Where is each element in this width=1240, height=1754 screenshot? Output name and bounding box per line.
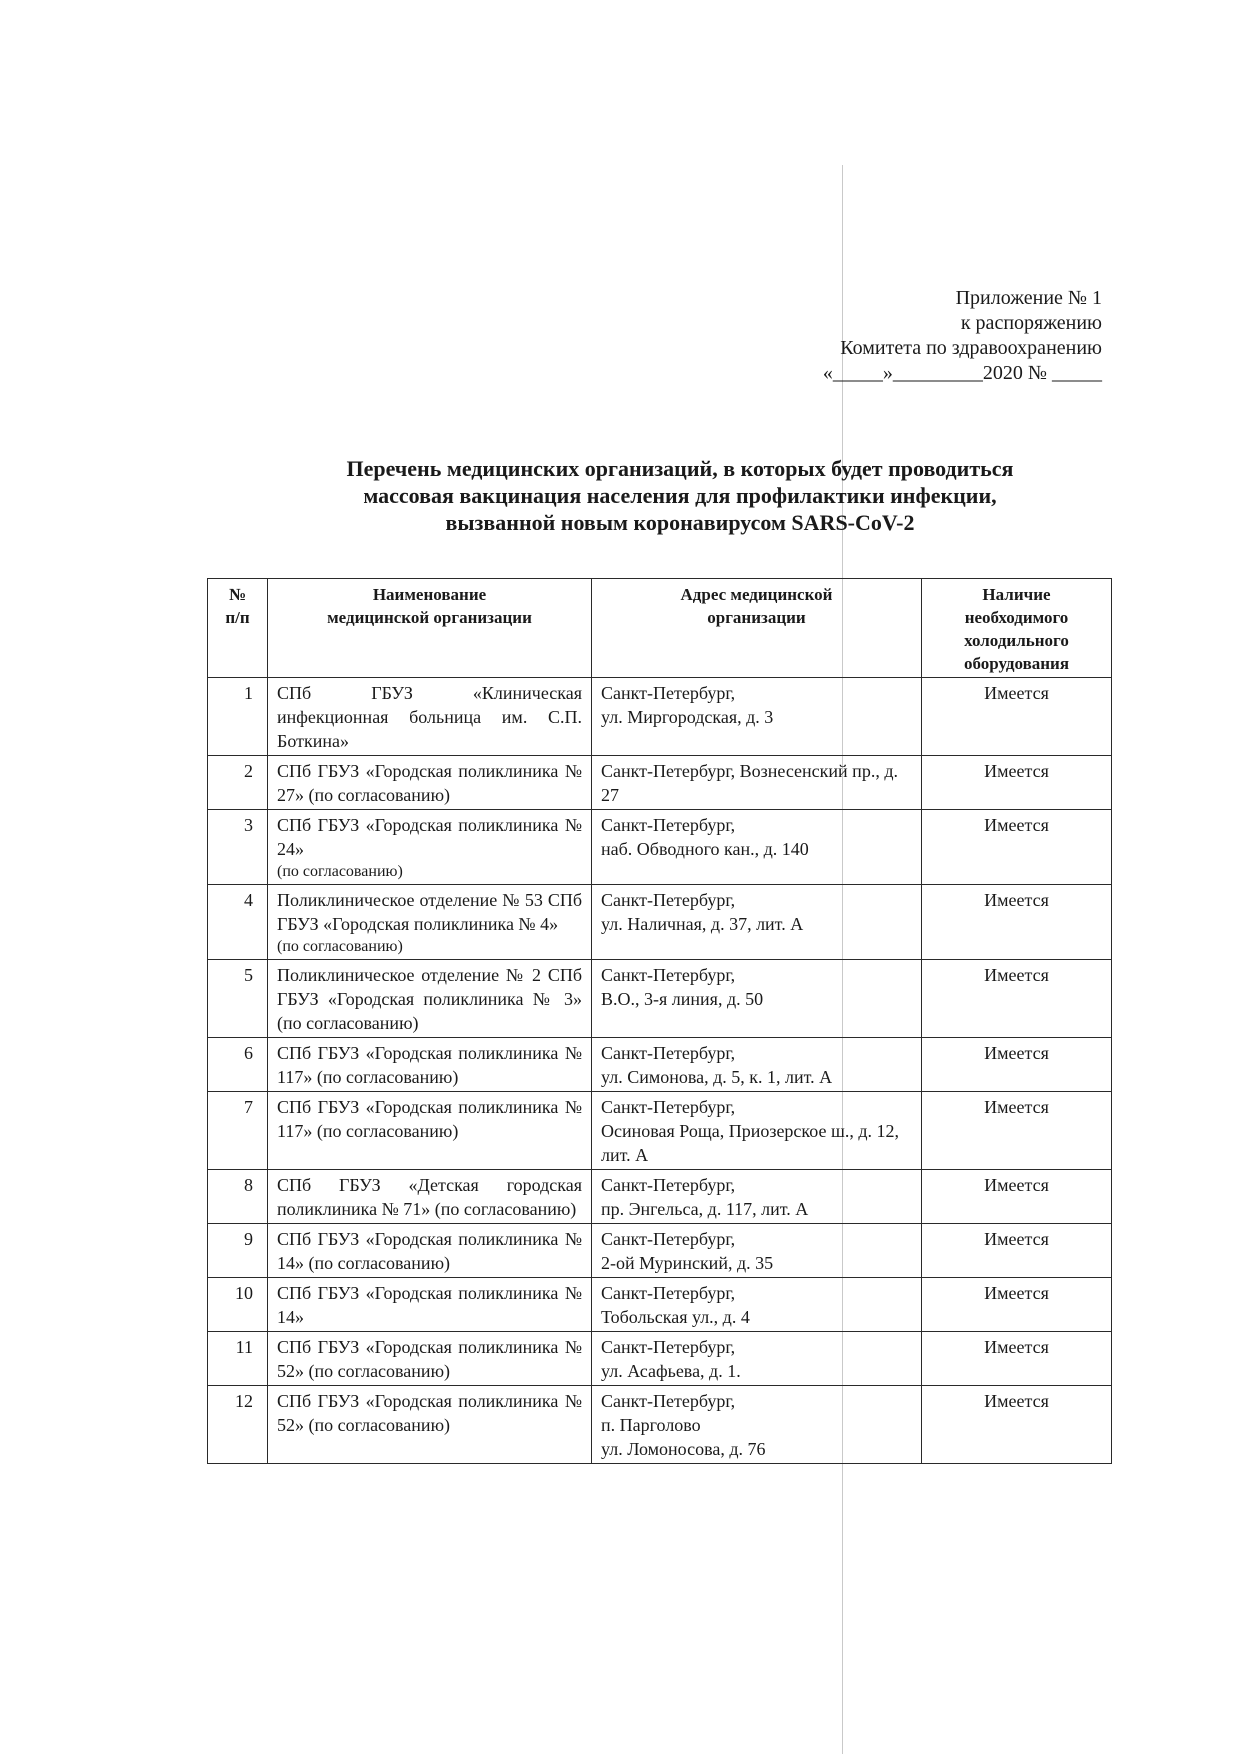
row-number: 8 — [208, 1170, 268, 1224]
address-line: Санкт-Петербург, — [601, 1175, 736, 1195]
organizations-table — [207, 578, 1112, 1464]
address-line: Санкт-Петербург, — [601, 1097, 736, 1117]
organization-name: СПб ГБУЗ «Детская городская поликлиника № 71» (по согласованию) — [277, 1175, 582, 1219]
approval-note: (по согласованию) — [277, 938, 403, 955]
organization-name: Поликлиническое отделение № 53 СПб ГБУЗ «Городская поликлиника № 4» — [277, 890, 582, 934]
organization-name: СПб ГБУЗ «Городская поликлиника № 52» (по согласованию) — [277, 1391, 582, 1435]
header-text: Наличие — [982, 585, 1051, 604]
row-number: 5 — [208, 960, 268, 1038]
table-row — [208, 1038, 1112, 1092]
organization-name: СПб ГБУЗ «Городская поликлиника № 14» (по согласованию) — [277, 1229, 582, 1273]
header-text: холодильного — [964, 631, 1069, 650]
table-body — [208, 678, 1112, 1464]
header-text: п/п — [225, 608, 250, 627]
row-number: 6 — [208, 1038, 268, 1092]
organization-name-cell — [268, 960, 592, 1038]
row-number: 3 — [208, 810, 268, 885]
annex-number: Приложение № 1 — [955, 287, 1102, 309]
header-text: оборудования — [963, 654, 1070, 673]
organization-name: СПб ГБУЗ «Городская поликлиника № 117» (по согласованию) — [277, 1097, 582, 1141]
header-text: Наименование — [372, 585, 487, 604]
address-line: Осиновая Роща, Приозерское ш., д. 12, лит. А — [601, 1121, 899, 1165]
approval-note: (по согласованию) — [277, 863, 403, 880]
document-title — [250, 455, 1110, 536]
address-line: Санкт-Петербург, — [601, 815, 736, 835]
organization-name-cell — [268, 1038, 592, 1092]
address-line: Тобольская ул., д. 4 — [601, 1307, 750, 1327]
organization-name: СПб ГБУЗ «Клиническая инфекционная больница им. С.П. Боткина» — [277, 683, 582, 751]
row-number: 12 — [208, 1386, 268, 1464]
address-line: Санкт-Петербург, — [601, 1283, 736, 1303]
organization-name: СПб ГБУЗ «Городская поликлиника № 14» — [277, 1283, 582, 1327]
organization-name-cell — [268, 1170, 592, 1224]
organization-address-cell — [592, 1038, 922, 1092]
equipment-status: Имеется — [922, 1170, 1112, 1224]
equipment-status: Имеется — [922, 756, 1112, 810]
table-row — [208, 885, 1112, 960]
address-line: ул. Ломоносова, д. 76 — [601, 1439, 766, 1459]
address-line: Санкт-Петербург, — [601, 965, 736, 985]
annex-header — [823, 286, 1102, 386]
equipment-status: Имеется — [922, 678, 1112, 756]
address-line: Санкт-Петербург, — [601, 890, 736, 910]
organization-address-cell — [592, 810, 922, 885]
equipment-status: Имеется — [922, 1038, 1112, 1092]
organization-name-cell — [268, 1332, 592, 1386]
annex-date-number: «_____»_________2020 № _____ — [822, 362, 1102, 384]
organization-name-cell — [268, 885, 592, 960]
title-line: вызванной новым коронавирусом SARS-CoV-2 — [445, 510, 915, 535]
equipment-status: Имеется — [922, 1278, 1112, 1332]
address-line: Санкт-Петербург, — [601, 1229, 736, 1249]
row-number: 7 — [208, 1092, 268, 1170]
row-number: 9 — [208, 1224, 268, 1278]
organization-name-cell — [268, 756, 592, 810]
header-name — [268, 579, 592, 678]
organization-address-cell — [592, 1092, 922, 1170]
header-num — [208, 579, 268, 678]
equipment-status: Имеется — [922, 1224, 1112, 1278]
table-row — [208, 1170, 1112, 1224]
address-line: ул. Асафьева, д. 1. — [601, 1361, 741, 1381]
organization-address-cell — [592, 678, 922, 756]
table-row — [208, 756, 1112, 810]
header-text: медицинской организации — [327, 608, 532, 627]
address-line: Санкт-Петербург, — [601, 1391, 736, 1411]
organization-address-cell — [592, 1170, 922, 1224]
address-line: пр. Энгельса, д. 117, лит. А — [601, 1199, 809, 1219]
header-text: необходимого — [964, 608, 1069, 627]
row-number: 11 — [208, 1332, 268, 1386]
organization-name: СПб ГБУЗ «Городская поликлиника № 24» — [277, 815, 582, 859]
equipment-status: Имеется — [922, 1386, 1112, 1464]
equipment-status: Имеется — [922, 960, 1112, 1038]
address-line: Санкт-Петербург, Вознесенский пр., д. 27 — [601, 761, 898, 805]
address-line: ул. Симонова, д. 5, к. 1, лит. А — [601, 1067, 833, 1087]
table-row — [208, 678, 1112, 756]
table-row — [208, 1278, 1112, 1332]
header-text: № — [228, 585, 247, 604]
row-number: 10 — [208, 1278, 268, 1332]
annex-committee: Комитета по здравоохранению — [840, 337, 1102, 359]
organization-address-cell — [592, 1332, 922, 1386]
annex-order-ref: к распоряжению — [960, 312, 1102, 334]
address-line: 2-ой Муринский, д. 35 — [601, 1253, 774, 1273]
table-row — [208, 1332, 1112, 1386]
title-line: Перечень медицинских организаций, в которых будет проводиться — [346, 456, 1014, 481]
header-text: организации — [707, 608, 806, 627]
address-line: Санкт-Петербург, — [601, 1337, 736, 1357]
organization-name-cell — [268, 1386, 592, 1464]
table-row — [208, 810, 1112, 885]
equipment-status: Имеется — [922, 1332, 1112, 1386]
organization-name-cell — [268, 678, 592, 756]
table-row — [208, 1386, 1112, 1464]
row-number: 2 — [208, 756, 268, 810]
address-line: Санкт-Петербург, — [601, 1043, 736, 1063]
title-line: массовая вакцинация населения для профилактики инфекции, — [363, 483, 997, 508]
equipment-status: Имеется — [922, 885, 1112, 960]
organization-address-cell — [592, 756, 922, 810]
organization-address-cell — [592, 1386, 922, 1464]
address-line: п. Парголово — [601, 1415, 701, 1435]
organization-name-cell — [268, 1224, 592, 1278]
organization-address-cell — [592, 885, 922, 960]
address-line: ул. Наличная, д. 37, лит. А — [601, 914, 804, 934]
row-number: 1 — [208, 678, 268, 756]
organization-name: СПб ГБУЗ «Городская поликлиника № 27» (по согласованию) — [277, 761, 582, 805]
address-line: наб. Обводного кан., д. 140 — [601, 839, 809, 859]
header-address — [592, 579, 922, 678]
organization-name: Поликлиническое отделение № 2 СПб ГБУЗ «Городская поликлиника № 3» (по согласованию) — [277, 965, 582, 1033]
header-text: Адрес медицинской — [680, 585, 833, 604]
table-row — [208, 1092, 1112, 1170]
organization-name: СПб ГБУЗ «Городская поликлиника № 117» (по согласованию) — [277, 1043, 582, 1087]
address-line: В.О., 3-я линия, д. 50 — [601, 989, 764, 1009]
organization-name-cell — [268, 1278, 592, 1332]
organization-name-cell — [268, 1092, 592, 1170]
row-number: 4 — [208, 885, 268, 960]
equipment-status: Имеется — [922, 810, 1112, 885]
organization-address-cell — [592, 960, 922, 1038]
header-equipment — [922, 579, 1112, 678]
table-row — [208, 1224, 1112, 1278]
organization-address-cell — [592, 1278, 922, 1332]
organization-name: СПб ГБУЗ «Городская поликлиника № 52» (по согласованию) — [277, 1337, 582, 1381]
organization-name-cell — [268, 810, 592, 885]
address-line: ул. Миргородская, д. 3 — [601, 707, 774, 727]
organization-address-cell — [592, 1224, 922, 1278]
table-header-row — [208, 579, 1112, 678]
table-row — [208, 960, 1112, 1038]
equipment-status: Имеется — [922, 1092, 1112, 1170]
address-line: Санкт-Петербург, — [601, 683, 736, 703]
